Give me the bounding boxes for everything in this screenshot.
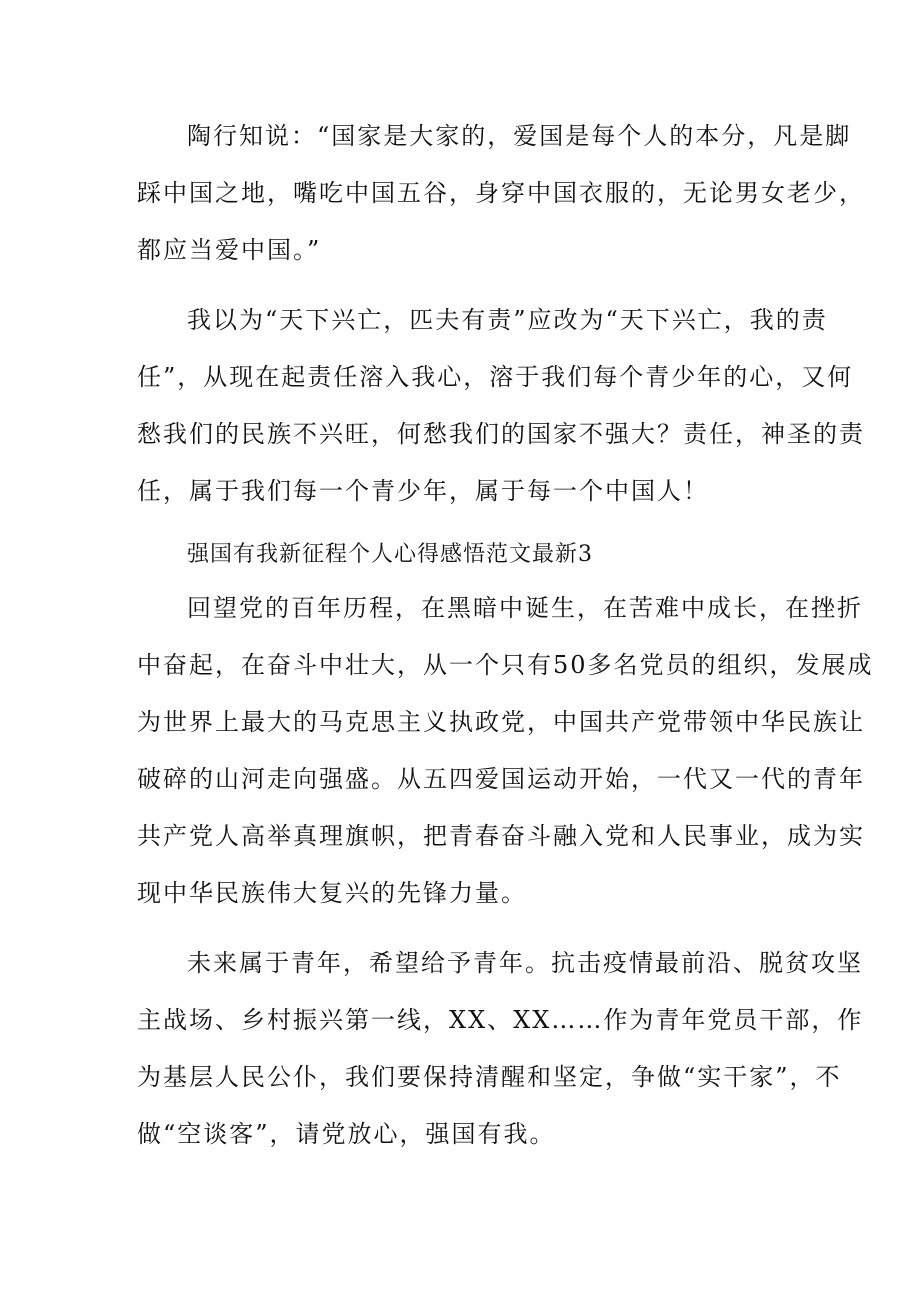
- paragraph-2: [137, 292, 865, 520]
- paragraph-line: 陶行知说：“国家是大家的，爱国是每个人的本分，凡是脚: [187, 122, 852, 150]
- paragraph-line: 主战场、乡村振兴第一线，XX、XX……作为青年党员干部，作: [137, 1006, 864, 1034]
- paragraph-line: 为世界上最大的马克思主义执政党，中国共产党带领中华民族让: [137, 708, 865, 736]
- paragraph-line: 任，属于我们每一个青少年，属于每一个中国人！: [137, 477, 709, 505]
- paragraph-4: [137, 935, 864, 1163]
- paragraph-line: 回望党的百年历程，在黑暗中诞生，在苦难中成长，在挫折: [187, 594, 863, 622]
- paragraph-line: 都应当爱中国。”: [137, 236, 322, 264]
- paragraph-line: 中奋起，在奋斗中壮大，从一个只有50多名党员的组织，发展成: [137, 651, 874, 679]
- section-heading: 强国有我新征程个人心得感悟范文最新3: [187, 542, 593, 567]
- paragraph-line: 我以为“天下兴亡，匹夫有责”应改为“天下兴亡，我的责: [187, 306, 828, 334]
- paragraph-line: 愁我们的民族不兴旺，何愁我们的国家不强大？责任，神圣的责: [137, 420, 865, 448]
- paragraph-line: 未来属于青年，希望给予青年。抗击疫情最前沿、脱贫攻坚: [187, 949, 863, 977]
- paragraph-line: 任”，从现在起责任溶入我心，溶于我们每个青少年的心，又何: [137, 363, 854, 391]
- paragraph-3: [137, 580, 874, 922]
- paragraph-line: 踩中国之地，嘴吃中国五谷，身穿中国衣服的，无论男女老少，: [137, 179, 865, 207]
- paragraph-1: [137, 108, 865, 279]
- paragraph-line: 做“空谈客”，请党放心，强国有我。: [137, 1120, 556, 1148]
- paragraph-line: 现中华民族伟大复兴的先锋力量。: [137, 879, 527, 907]
- paragraph-line: 破碎的山河走向强盛。从五四爱国运动开始，一代又一代的青年: [137, 765, 865, 793]
- paragraph-line: 共产党人高举真理旗帜，把青春奋斗融入党和人民事业，成为实: [137, 822, 865, 850]
- paragraph-line: 为基层人民公仆，我们要保持清醒和坚定，争做“实干家”，不: [137, 1063, 842, 1091]
